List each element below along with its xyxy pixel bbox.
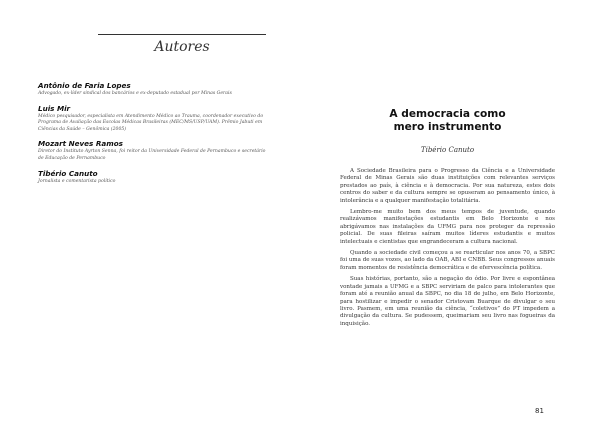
left-page [38, 34, 266, 191]
article-paragraph: Suas histórias, portanto, são a negação do ódio. Por livre e espontânea vontade jamais a UFMG e a SBPC serviriam de palco para intolerantes que foram até a reunião anual da SBPC, no dia 18 de julho, em Belo Horizonte, para hostilizar e impedir o senador Cristovam Buarque de divulgar o seu livro. Pasmem, em uma reunião da ciência, “coletivos” do PT impedem a divulgação da cultura. Se pudessem, queimariam seu livro nas fogueiras da inquisição. [340, 276, 555, 327]
authors-list [38, 81, 266, 185]
article-paragraph: Quando a sociedade civil começou a se rearticular nos anos 70, a SBPC foi uma de suas vozes, ao lado da OAB, ABI e CNBB. Seus congressos anuais foram momentos de resistência democrática e de efervescência política. [340, 250, 555, 271]
author-name: Mozart Neves Ramos [38, 139, 123, 149]
article-byline: Tibério Canuto [420, 146, 475, 154]
page-number: 81 [535, 407, 544, 415]
author-entry [38, 169, 266, 186]
author-name: Tibério Canuto [38, 168, 98, 178]
author-name: Luis Mir [38, 103, 71, 113]
article-paragraph: A Sociedade Brasileira para o Progresso da Ciência e a Universidade Federal de Minas Gerais são duas instituições com relevantes serviços prestados ao país, à ciência e à democracia. Por sua natureza, estes dois centros do saber e da cultura sempre se opuseram ao pensamento único, à intolerância e a qualquer manifestação totalitária. [340, 168, 555, 204]
author-bio: Advogado, ex-líder sindical dos bancários e ex-deputado estadual por Minas Gerais [38, 91, 232, 96]
author-entry [38, 104, 266, 134]
heading-rule [98, 34, 266, 35]
right-page [340, 108, 555, 332]
article-title: A democracia como mero instrumento [389, 108, 506, 133]
author-bio: Diretor do Instituto Ayrton Senna, foi reitor da Universidade Federal de Pernambuco e secretário de Educação de Pernambuco [38, 149, 266, 161]
author-bio: Jornalista e comentarista político [38, 178, 116, 184]
author-entry [38, 139, 266, 162]
author-bio: Médico pesquisador, especialista em Atendimento Médico ao Trauma, coordenador executivo do Programa de Avaliação das Escolas Médicas Brasileiras (MEC/MS/USP/UAM). Prêmio Jabuti em Ciências da Saúde – Genômica (2005) [38, 113, 264, 132]
authors-heading: Autores [154, 39, 210, 55]
author-name: Antônio de Faria Lopes [38, 81, 131, 90]
article-paragraph: Lembro-me muito bem dos meus tempos de juventude, quando realizávamos manifestações estudantis em Belo Horizonte e nos abrigávamos nas instalações da UFMG para nos proteger da repressão policial. De suas fileiras saíram muitos líderes estudantis e muitos intelectuais e cientistas que engrandeceram a cultura nacional. [340, 209, 555, 245]
author-entry [38, 81, 266, 98]
